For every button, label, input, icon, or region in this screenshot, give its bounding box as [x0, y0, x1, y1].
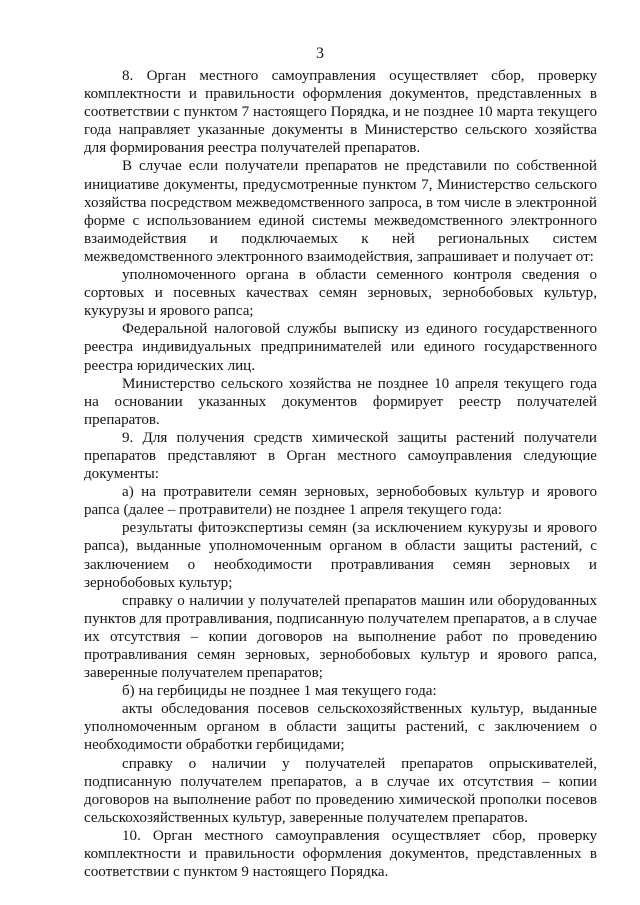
paragraph-9-a: а) на протравители семян зерновых, зернобобовых культур и ярового рапса (далее – протравители) не позднее 1 апреля текущего года: — [84, 484, 597, 519]
paragraph-8: 8. Орган местного самоуправления осуществляет сбор, проверку комплектности и правильности оформления документов, представленных в соответствии с пунктом 7 настоящего Порядка, и не позднее 10 марта текущего года направляет указанные документы в Министерство сельского хозяйства для формирования реестра получателей препаратов. — [84, 68, 597, 157]
paragraph-registry-formation: Министерство сельского хозяйства не позднее 10 апреля текущего года на основании указанных документов формирует реестр получателей препаратов. — [84, 375, 597, 428]
paragraph-sprayer-certificate: справку о наличии у получателей препаратов опрыскивателей, подписанную получателем препаратов, а в случае их отсутствия – копии договоров на выполнение работ по проведению химической прополки посевов сельскохозяйственных культур, заверенные получателем препаратов. — [84, 755, 597, 826]
paragraph-seed-control-info: уполномоченного органа в области семенного контроля сведения о сортовых и посевных качествах семян зерновых, зернобобовых культур, кукурузы и ярового рапса; — [84, 267, 597, 320]
paragraph-9: 9. Для получения средств химической защиты растений получатели препаратов представляют в Орган местного самоуправления следующие документы: — [84, 429, 597, 483]
paragraph-tax-service-extract: Федеральной налоговой службы выписку из единого государственного реестра индивидуальных предпринимателей или единого государственного реестра юридических лиц. — [84, 321, 597, 374]
paragraph-treatment-equipment-certificate: справку о наличии у получателей препаратов машин или оборудованных пунктов для протравливания, подписанную получателем препаратов, а в случае их отсутствия – копии договоров на выполнение работ по проведению протравливания семян зерновых, зернобобовых культур и ярового рапса, заверенные получателем препаратов; — [84, 592, 597, 682]
paragraph-interagency-request: В случае если получатели препаратов не представили по собственной инициативе документы, предусмотренные пунктом 7, Министерство сельского хозяйства посредством межведомственного запроса, в том числе в электронной форме с использованием единой системы межведомственного электронного взаимодействия и подключаемых к ней региональных систем межведомственного электронного взаимодействия, запрашивает и получает от: — [84, 158, 597, 265]
paragraph-inspection-acts: акты обследования посевов сельскохозяйственных культур, выданные уполномоченным органом в области защиты растений, с заключением о необходимости обработки гербицидами; — [84, 701, 597, 754]
paragraph-9-b: б) на гербициды не позднее 1 мая текущего года: — [122, 683, 437, 700]
page-number: 3 — [316, 45, 324, 62]
document-body — [84, 67, 597, 881]
paragraph-10: 10. Орган местного самоуправления осуществляет сбор, проверку комплектности и правильности оформления документов, представленных в соответствии с пунктом 9 настоящего Порядка. — [84, 827, 597, 881]
paragraph-phytoexpertise-results: результаты фитоэкспертизы семян (за исключением кукурузы и ярового рапса), выданные уполномоченным органом в области защиты растений, с заключением о необходимости протравливания семян зерновых и зернобобовых культур; — [84, 520, 597, 591]
